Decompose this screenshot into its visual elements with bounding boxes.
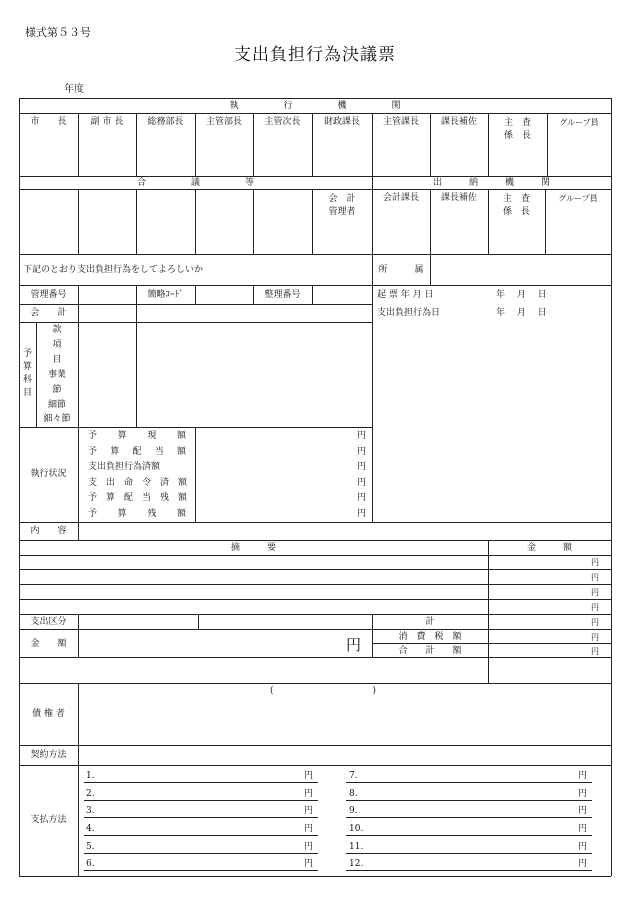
request-text: 下記のとおり支出負担行為をしてよろしいか <box>23 265 204 275</box>
yen-status-5: 円 <box>357 493 367 503</box>
yen-pay-11: 円 <box>578 842 588 852</box>
payment-line-8: 8. <box>349 789 358 799</box>
yen-status-6: 円 <box>357 509 367 519</box>
role-finance-manager: 財政課長 <box>323 117 360 127</box>
yen-amount: 円 <box>346 636 362 654</box>
yen-status-4: 円 <box>357 478 367 488</box>
role-accounting-manager: 会 計 管理者 <box>328 194 356 217</box>
role-vice-mayor: 副 市 長 <box>90 117 124 127</box>
content-label: 内 容 <box>30 526 67 536</box>
payment-method-label: 支払方法 <box>30 815 67 825</box>
yen-pay-12: 円 <box>578 859 588 869</box>
yen-pay-9: 円 <box>578 806 588 816</box>
yen-summary-2: 円 <box>591 573 599 582</box>
payment-line-5: 5. <box>86 842 95 852</box>
budget-sub-kou: 項 <box>52 340 62 350</box>
amount-label: 金 額 <box>30 639 67 649</box>
yen-pay-1: 円 <box>304 771 314 781</box>
status-allocation-remaining: 予 算 配 当 残 額 <box>88 493 188 503</box>
yen-status-1: 円 <box>357 431 367 441</box>
status-ordered: 支 出 命 令 済 額 <box>88 478 188 488</box>
budget-sub-project: 事業 <box>47 370 66 380</box>
year-label: 年度 <box>64 84 84 95</box>
payment-line-12: 12. <box>349 859 364 869</box>
tax-label: 消 費 税 額 <box>398 632 462 642</box>
yen-pay-5: 円 <box>304 842 314 852</box>
reference-number-label: 整理番号 <box>264 290 301 300</box>
exec-header: 執 行 機 関 <box>229 101 401 111</box>
yen-tax: 円 <box>591 633 599 642</box>
yen-total: 円 <box>591 647 599 656</box>
draft-date-ymd: 年 月 日 <box>496 290 547 300</box>
yen-pay-4: 円 <box>304 824 314 834</box>
yen-pay-10: 円 <box>578 824 588 834</box>
role-accounting-section-manager: 会計課長 <box>382 193 419 203</box>
disburse-header: 出 納 機 関 <box>432 178 550 188</box>
role-assistant-manager: 課長補佐 <box>440 117 477 127</box>
budget-sub-moku: 目 <box>52 355 62 365</box>
management-number-label: 管理番号 <box>30 290 67 300</box>
department-label: 所 属 <box>378 265 424 275</box>
commit-date-label: 支出負担行為日 <box>377 308 441 318</box>
yen-status-3: 円 <box>357 462 367 472</box>
payment-line-9: 9. <box>349 806 358 816</box>
budget-sub-kan: 款 <box>52 325 62 335</box>
yen-status-2: 円 <box>357 447 367 457</box>
creditor-parentheses: ( ) <box>270 686 377 696</box>
contract-method-label: 契約方法 <box>30 750 67 760</box>
payment-line-7: 7. <box>349 771 358 781</box>
payment-line-4: 4. <box>86 824 95 834</box>
role-deputy-director: 主管次長 <box>264 117 301 127</box>
status-budget-current: 予 算 現 額 <box>88 431 186 441</box>
commit-date-ymd: 年 月 日 <box>496 308 547 318</box>
payment-class-label: 支出区分 <box>30 617 67 627</box>
role-disburse-group-member: グループ員 <box>558 194 598 203</box>
creditor-label: 債 権 者 <box>32 709 65 719</box>
role-section-manager: 主管課長 <box>382 117 419 127</box>
role-dept-director: 主管部長 <box>205 117 242 127</box>
payment-line-2: 2. <box>86 789 95 799</box>
payment-line-10: 10. <box>349 824 364 834</box>
budget-sub-saisaisetsu: 細々節 <box>43 414 71 424</box>
payment-line-3: 3. <box>86 806 95 816</box>
form-number: 様式第５３号 <box>25 26 91 39</box>
yen-pay-8: 円 <box>578 789 588 799</box>
role-group-member: グループ員 <box>559 118 599 127</box>
accounting-label: 会 計 <box>30 308 67 318</box>
budget-item-label: 予 算 科 目 <box>22 349 32 398</box>
role-chief: 主 査 係 長 <box>503 118 531 141</box>
payment-line-6: 6. <box>86 859 95 869</box>
yen-pay-2: 円 <box>304 789 314 799</box>
yen-summary-4: 円 <box>591 603 599 612</box>
role-disburse-chief: 主 査 係 長 <box>502 194 530 217</box>
yen-summary-1: 円 <box>591 558 599 567</box>
budget-sub-saisetsu: 細節 <box>47 400 66 410</box>
short-code-label: 簡略ｺｰﾄﾞ <box>147 290 184 300</box>
status-committed: 支出負担行為済額 <box>88 462 161 472</box>
subtotal-label: 計 <box>425 617 435 627</box>
yen-summary-3: 円 <box>591 588 599 597</box>
payment-line-11: 11. <box>349 842 364 852</box>
consult-header: 合 議 等 <box>136 178 254 188</box>
yen-pay-6: 円 <box>304 859 314 869</box>
budget-sub-setsu: 節 <box>52 385 62 395</box>
amount-header: 金 額 <box>526 543 572 553</box>
yen-pay-7: 円 <box>578 771 588 781</box>
yen-pay-3: 円 <box>304 806 314 816</box>
status-budget-remaining: 予 算 残 額 <box>88 509 186 519</box>
form-title: 支出負担行為決議票 <box>234 45 396 65</box>
summary-header: 摘 要 <box>230 543 276 553</box>
yen-subtotal: 円 <box>591 618 599 627</box>
role-disburse-assistant-manager: 課長補佐 <box>440 193 477 203</box>
status-budget-allocated: 予 算 配 当 額 <box>88 447 186 457</box>
status-label: 執行状況 <box>30 469 67 479</box>
role-general-affairs-director: 総務部長 <box>147 117 184 127</box>
payment-line-1: 1. <box>86 771 95 781</box>
draft-date-label: 起 票 年 月 日 <box>377 290 434 300</box>
role-mayor: 市 長 <box>30 117 67 127</box>
total-label: 合 計 額 <box>398 646 462 656</box>
